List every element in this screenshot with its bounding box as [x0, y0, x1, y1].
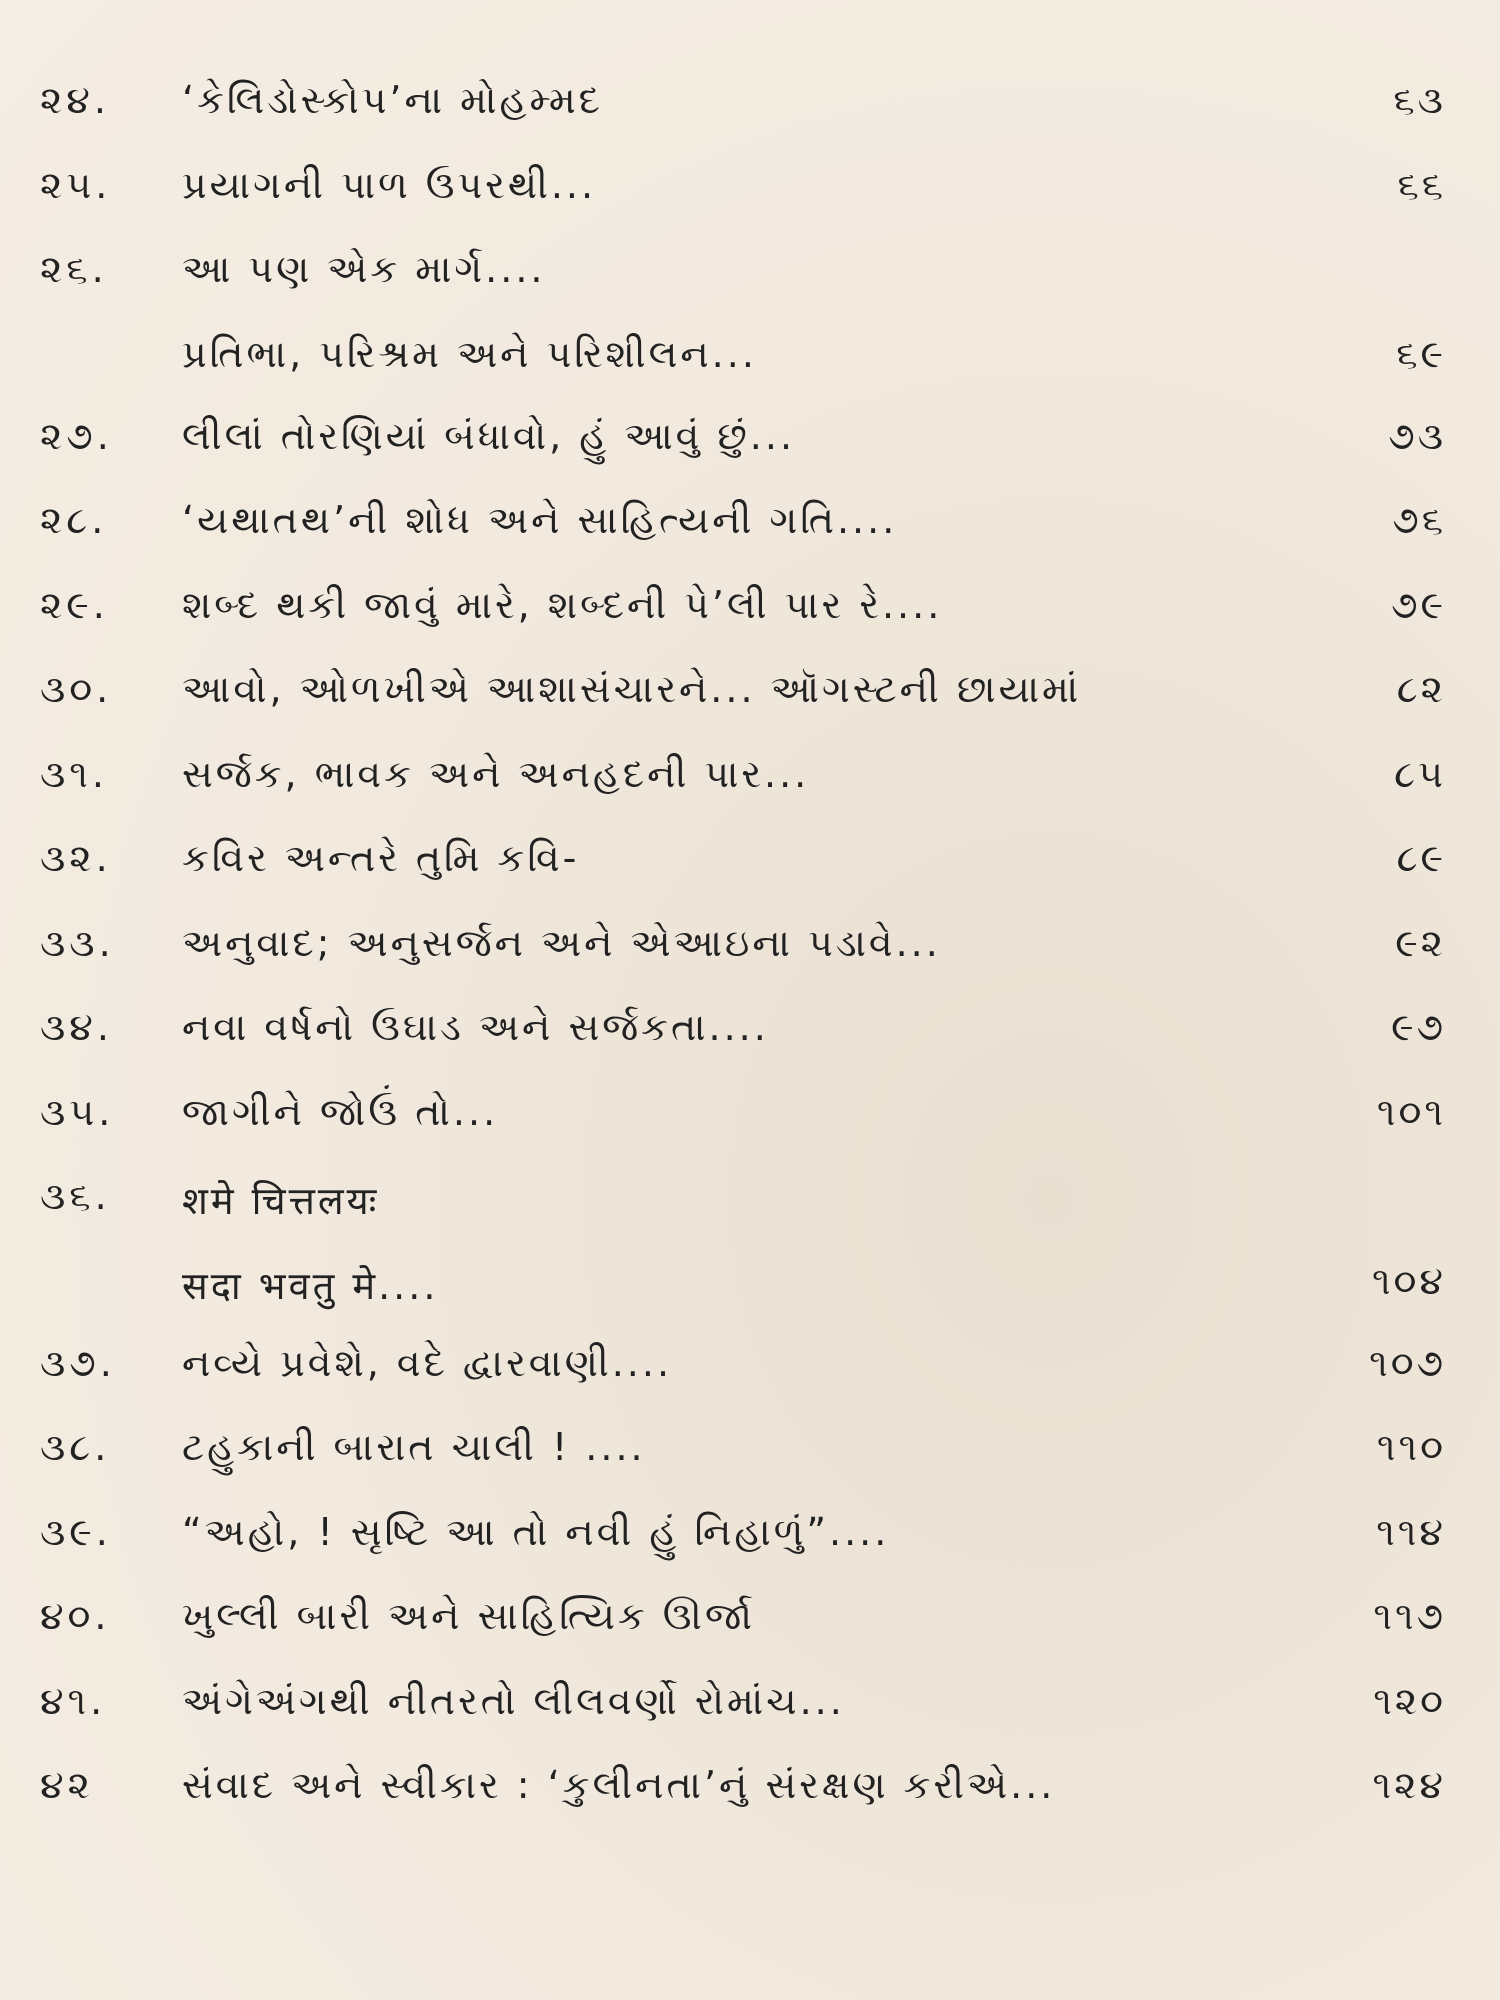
entry-number: ૩૫. [40, 1089, 115, 1134]
toc-entry [0, 478, 1500, 563]
toc-entry [0, 563, 1500, 648]
entry-page-number: ૧૨૪ [1372, 1763, 1446, 1807]
entry-title: सदा भवतु मे.... [182, 1263, 439, 1308]
entry-number: ૩૬. [40, 1174, 111, 1218]
entry-title: અંગેઅંગથી નીતરતો લીલવર્ણો રોમાંચ... [182, 1678, 845, 1723]
toc-entry [0, 1574, 1500, 1659]
entry-number: ૨૫. [40, 162, 112, 207]
toc-entry [0, 1659, 1500, 1744]
entry-page-number: ૭૩ [1388, 413, 1446, 458]
entry-page-number: ૭૬ [1392, 498, 1446, 542]
toc-entry [0, 1070, 1500, 1155]
entry-title: शमे चित्तलयः [182, 1179, 380, 1223]
entry-page-number: ૬૩ [1393, 78, 1446, 122]
toc-entry [0, 647, 1500, 732]
entry-number: ૩૧. [40, 751, 109, 796]
entry-title: ‘યથાતથ’ની શોધ અને સાહિત્યની ગતિ.... [182, 498, 898, 542]
entry-title: સર્જક, ભાવક અને અનહદની પાર... [182, 751, 810, 796]
entry-page-number: ૧૨૦ [1373, 1678, 1446, 1723]
entry-number: ૩૮. [40, 1425, 111, 1469]
entry-title: ટહુકાની બારાત ચાલી ! .... [182, 1425, 646, 1469]
entry-number: ૪૧. [40, 1678, 107, 1723]
entry-title: અનુવાદ; અનુસર્જન અને એઆઇના પડાવે... [182, 920, 941, 965]
entry-title: ખુલ્લી બારી અને સાહિત્યિક ઊર્જા [182, 1594, 756, 1638]
entry-page-number: ૧૦૧ [1376, 1089, 1446, 1134]
entry-title: લીલાં તોરણિયાં બંધાવો, હું આવું છું... [182, 413, 796, 458]
entry-page-number: ૭૯ [1391, 582, 1446, 627]
entry-number: ૩૭. [40, 1340, 116, 1385]
entry-number: ૨૬. [40, 247, 108, 291]
entry-number: ૩૦. [40, 667, 113, 711]
entry-title: પ્રતિભા, પરિશ્રમ અને પરિશીલન... [182, 331, 757, 376]
entry-page-number: ૯૨ [1395, 920, 1446, 965]
entry-title: “અહો, ! સૃષ્ટિ આ તો નવી હું નિહાળું”.... [182, 1509, 890, 1554]
entry-title: નવા વર્ષનો ઉઘાડ અને સર્જકતા.... [182, 1005, 769, 1049]
toc-entry [0, 227, 1500, 312]
toc-entry [0, 1490, 1500, 1575]
toc-entry [0, 1321, 1500, 1406]
entry-page-number: ૮૯ [1396, 836, 1446, 880]
entry-number: ૨૪. [40, 78, 110, 122]
table-of-contents [0, 58, 1500, 1828]
entry-number: ૩૯. [40, 1509, 112, 1554]
entry-page-number: ૮૨ [1396, 667, 1446, 711]
entry-number: ૨૮. [40, 498, 108, 542]
entry-title: નવ્યે પ્રવેશે, વદે દ્વારવાણી.... [182, 1340, 673, 1385]
entry-title: સંવાદ અને સ્વીકાર : ‘કુલીનતા’નું સંરક્ષણ કરીએ... [182, 1763, 1056, 1807]
entry-page-number: ૧૧૭ [1373, 1594, 1446, 1638]
entry-page-number: ૯૭ [1391, 1005, 1446, 1049]
entry-number: ૩૪. [40, 1005, 113, 1049]
entry-number: ૩૩. [40, 920, 115, 965]
entry-title: આવો, ઓળખીએ આશાસંચારને... ઑગસ્ટની છાયામાં [182, 667, 1082, 711]
entry-number: ૨૭. [40, 413, 113, 458]
entry-number: ૨૯. [40, 582, 109, 627]
entry-number: ૪૦. [40, 1594, 111, 1638]
toc-entry [0, 1154, 1500, 1239]
toc-entry [0, 394, 1500, 479]
entry-page-number: ૧૧૦ [1376, 1425, 1446, 1469]
entry-page-number: ૬૯ [1396, 331, 1446, 376]
toc-entry [0, 1239, 1500, 1321]
toc-entry [0, 901, 1500, 986]
toc-entry [0, 816, 1500, 901]
entry-title: કવિર અન્તરે તુમિ કવિ- [182, 836, 580, 880]
toc-entry [0, 1405, 1500, 1490]
entry-page-number: ૧૦૪ [1371, 1258, 1446, 1303]
entry-page-number: ૮૫ [1394, 751, 1446, 796]
toc-entry [0, 58, 1500, 143]
entry-page-number: ૧૦૭ [1369, 1340, 1446, 1385]
toc-entry [0, 312, 1500, 394]
entry-title: જાગીને જોઉં તો... [182, 1089, 499, 1134]
entry-title: શબ્દ થકી જાવું મારે, શબ્દની પે’લી પાર રે.... [182, 582, 943, 627]
entry-title: આ પણ એક માર્ગ.... [182, 247, 546, 291]
toc-entry [0, 732, 1500, 817]
entry-title: ‘કેલિડોસ્કોપ’ના મોહમ્મદ [182, 78, 603, 122]
entry-number: ૩૨. [40, 836, 112, 880]
entry-page-number: ૧૧૪ [1376, 1509, 1446, 1554]
entry-number: ૪૨ [40, 1763, 94, 1807]
toc-entry [0, 143, 1500, 228]
toc-entry [0, 1743, 1500, 1828]
entry-title: પ્રયાગની પાળ ઉપરથી... [182, 162, 597, 207]
toc-entry [0, 985, 1500, 1070]
entry-page-number: ૬૬ [1397, 162, 1446, 207]
